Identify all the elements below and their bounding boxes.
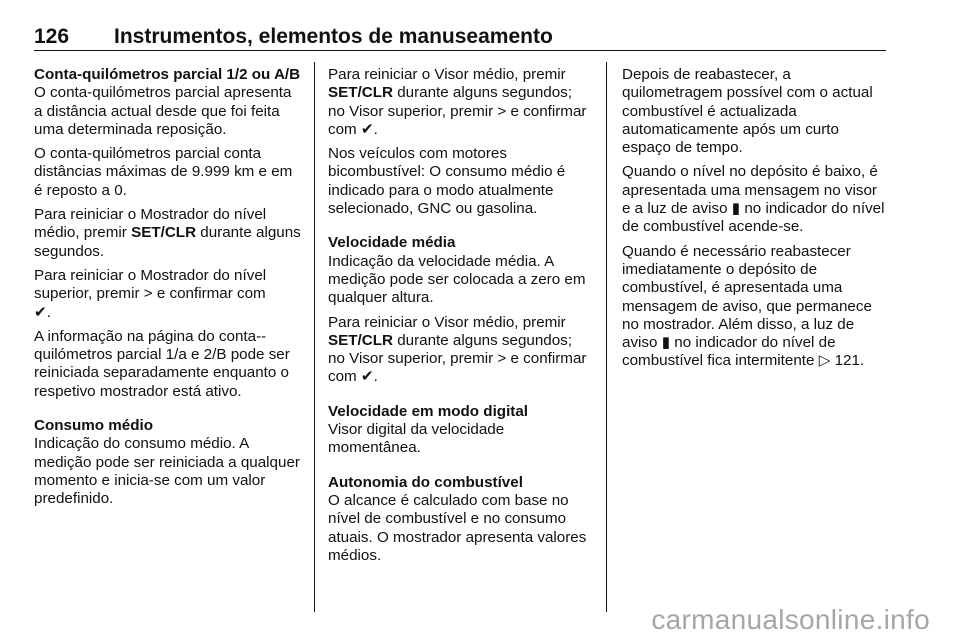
paragraph: Indicação da velocidade média. A medição pode ser colocada a zero em qualquer altura. xyxy=(328,252,586,307)
section-heading-fuel-range: Autonomia do combustível xyxy=(328,473,523,491)
watermark: carmanualsonline.info xyxy=(651,604,930,635)
set-clr-label: SET/CLR xyxy=(328,84,393,102)
column-2 xyxy=(328,66,590,571)
paragraph: Quando é necessário reabastecer imediatamente o depósito de combustível, é apresentada uma mensagem de aviso, que permanece no mostrador. Além disso, a luz de aviso ▮ no indicador do nível de combustível fica intermitente ▷ 121. xyxy=(622,242,872,370)
paragraph: Para reiniciar o Mostrador do nível médio, premir SET/CLR durante alguns segundos. xyxy=(34,206,301,260)
paragraph: Depois de reabastecer, a quilometragem possível com o actual combustível é actualizada automaticamente após um curto espaço de tempo. xyxy=(622,66,873,157)
check-icon: ✔ xyxy=(34,303,47,321)
next-icon: > xyxy=(497,350,507,368)
paragraph: Quando o nível no depósito é baixo, é apresentada uma mensagem no visor e a luz de aviso ▮ no indicador do nível de combustível acende-se. xyxy=(622,163,885,236)
section-heading-trip-odometer: Conta-quilómetros parcial 1/2 ou A/B xyxy=(34,66,301,83)
column-divider xyxy=(606,62,607,612)
paragraph: A informação na página do conta--quilómetros parcial 1/a e 2/B pode ser reiniciada separadamente enquanto o respetivo mostrador está ativo. xyxy=(34,327,290,400)
check-icon: ✔ xyxy=(360,368,374,386)
column-divider xyxy=(314,62,315,612)
paragraph: O conta-quilómetros parcial conta distâncias máximas de 9.999 km e em é reposto a 0. xyxy=(34,145,293,199)
paragraph: Para reiniciar o Mostrador do nível superior, premir > e confirmar com ✔. xyxy=(34,266,267,321)
section-heading-digital-speed: Velocidade em modo digital xyxy=(328,402,529,420)
next-icon: > xyxy=(143,285,153,303)
section-heading-average-consumption: Consumo médio xyxy=(34,417,153,435)
set-clr-label: SET/CLR xyxy=(328,331,393,349)
page-reference-icon: ▷ xyxy=(818,352,831,370)
fuel-warning-icon: ▮ xyxy=(661,334,671,352)
page-header xyxy=(34,24,886,51)
paragraph: Para reiniciar o Visor médio, premir SET/CLR durante alguns segundos; no Visor superior, premir > e confirmar com ✔. xyxy=(328,313,587,386)
paragraph: Nos veículos com motores bicombustível: O consumo médio é indicado para o modo atualmente selecionado, GNC ou gasolina. xyxy=(328,145,566,218)
fuel-warning-icon: ▮ xyxy=(731,200,741,218)
column-1 xyxy=(34,66,302,515)
paragraph: Indicação do consumo médio. A medição pode ser reiniciada a qualquer momento e inicia-se com um valor predefinido. xyxy=(34,435,300,508)
next-icon: > xyxy=(497,102,507,120)
paragraph: Para reiniciar o Visor médio, premir SET/CLR durante alguns segundos; no Visor superior, premir > e confirmar com ✔. xyxy=(328,66,587,138)
page-number: 126 xyxy=(34,25,70,48)
paragraph: O conta-quilómetros parcial apresenta a distância actual desde que foi feita uma determinada reposição. xyxy=(34,84,292,138)
set-clr-label: SET/CLR xyxy=(131,224,197,242)
paragraph: O alcance é calculado com base no nível de combustível e no consumo atuais. O mostrador apresenta valores médios. xyxy=(328,491,587,564)
page-title: Instrumentos, elementos de manuseamento xyxy=(114,25,553,48)
section-heading-average-speed: Velocidade média xyxy=(328,234,456,252)
check-icon: ✔ xyxy=(360,120,374,138)
column-3 xyxy=(622,66,888,377)
paragraph: Visor digital da velocidade momentânea. xyxy=(328,421,505,457)
